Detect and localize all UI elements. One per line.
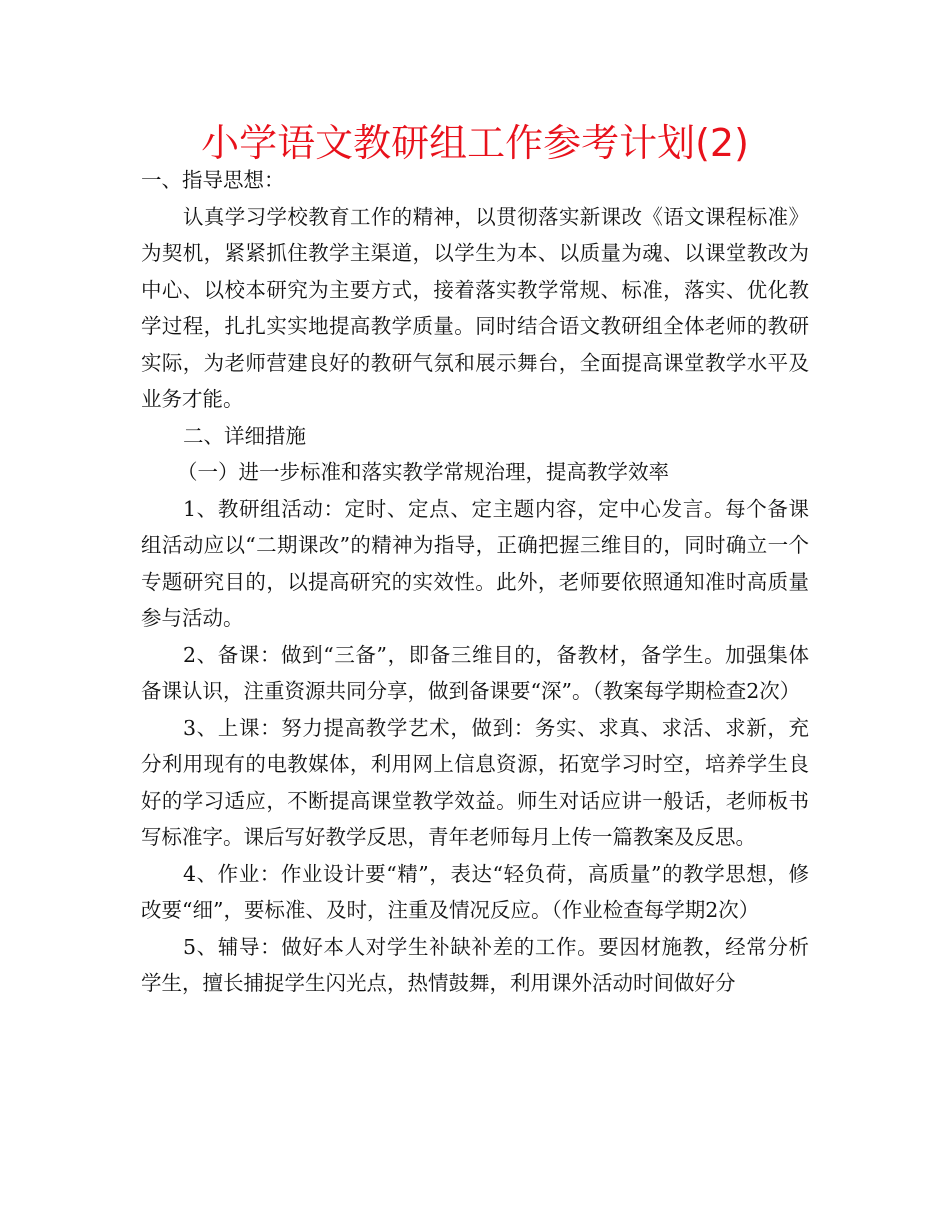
subsection-heading-routine: （一）进一步标准和落实教学常规治理，提高教学效率 (177, 460, 669, 484)
paragraph-item-5: 5、辅导：做好本人对学生补缺补差的工作。要因材施教，经常分析学生，擅长捕捉学生闪光点，热情鼓舞，利用课外活动时间做好分 (141, 934, 809, 995)
paragraph-item-1: 1、教研组活动：定时、定点、定主题内容，定中心发言。每个备课组活动应以“二期课改”的精神为指导，正确把握三维目的，同时确立一个专题研究目的，以提高研究的实效性。此外，老师要依照通知准时高质量参与活动。 (141, 496, 809, 630)
section-heading-measures: 二、详细措施 (183, 423, 306, 448)
section-heading-guiding-ideas: 一、指导思想： (141, 168, 285, 192)
document-title: 小学语文教研组工作参考计划(2) (201, 121, 749, 165)
document-body (141, 162, 809, 1002)
paragraph-guiding-ideas: 认真学习学校教育工作的精神，以贯彻落实新课改《语文课程标准》为契机，紧紧抓住教学主渠道，以学生为本、以质量为魂、以课堂教改为中心、以校本研究为主要方式，接着落实教学常规、标准，落实、优化教学过程，扎扎实实地提高教学质量。同时结合语文教研组全体老师的教研实际，为老师营建良好的教研气氛和展示舞台，全面提高课堂教学水平及业务才能。 (141, 204, 809, 411)
paragraph-item-4: 4、作业：作业设计要“精”，表达“轻负荷，高质量”的教学思想，修改要“细”，要标准、及时，注重及情况反应。（作业检查每学期2次） (141, 861, 809, 922)
paragraph-item-2: 2、备课：做到“三备”，即备三维目的，备教材，备学生。加强集体备课认识，注重资源共同分享，做到备课要“深”。（教案每学期检查2次） (141, 642, 809, 703)
paragraph-item-3: 3、上课：努力提高教学艺术，做到：务实、求真、求活、求新，充分利用现有的电教媒体，利用网上信息资源，拓宽学习时空，培养学生良好的学习适应，不断提高课堂教学效益。师生对话应讲一般话，老师板书写标准字。课后写好教学反思，青年老师每月上传一篇教案及反思。 (141, 715, 809, 849)
